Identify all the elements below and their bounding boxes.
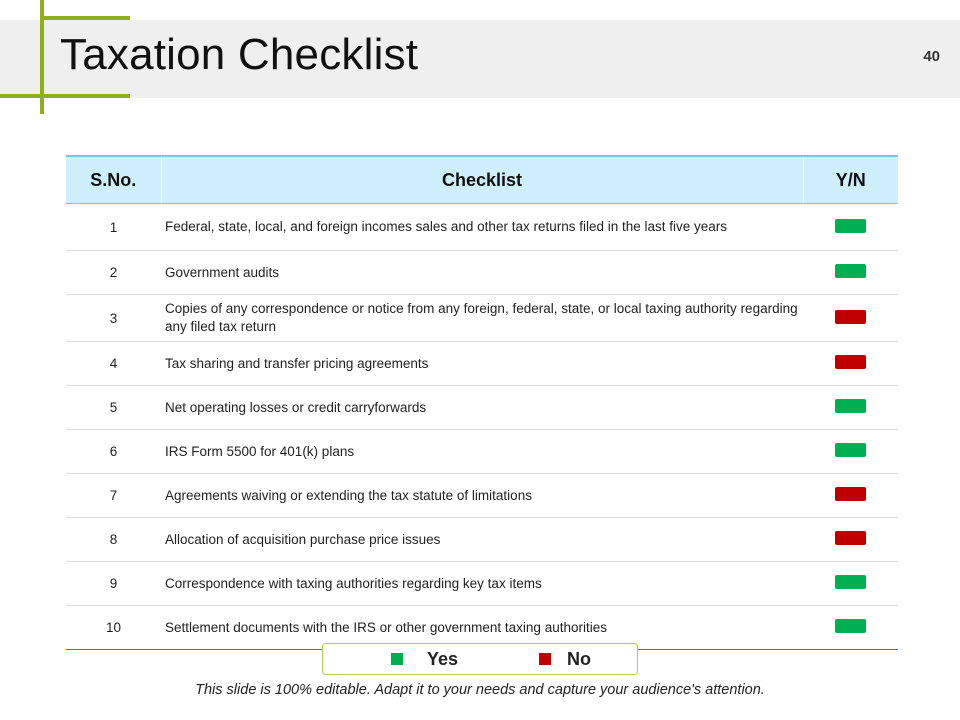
- row-sno: 2: [66, 251, 161, 295]
- status-yes-indicator: [835, 575, 866, 589]
- row-checklist-item: Allocation of acquisition purchase price issues: [161, 518, 803, 562]
- legend-yes-swatch: [391, 653, 403, 665]
- row-status-cell: [803, 295, 898, 342]
- page-number: 40: [923, 48, 940, 65]
- table-row: [66, 474, 898, 518]
- row-checklist-item: Copies of any correspondence or notice from any foreign, federal, state, or local taxing authority regarding any filed tax return: [161, 295, 803, 342]
- accent-line-top: [40, 16, 130, 20]
- table-row: [66, 386, 898, 430]
- page-title: Taxation Checklist: [60, 30, 419, 79]
- row-checklist-item: Federal, state, local, and foreign incomes sales and other tax returns filed in the last five years: [161, 204, 803, 251]
- table-row: [66, 430, 898, 474]
- row-sno: 10: [66, 606, 161, 650]
- legend: [322, 643, 638, 675]
- status-yes-indicator: [835, 264, 866, 278]
- legend-no-swatch: [539, 653, 551, 665]
- row-checklist-item: Net operating losses or credit carryforwards: [161, 386, 803, 430]
- status-no-indicator: [835, 487, 866, 501]
- row-status-cell: [803, 251, 898, 295]
- status-yes-indicator: [835, 219, 866, 233]
- row-checklist-item: Agreements waiving or extending the tax statute of limitations: [161, 474, 803, 518]
- header-yn: Y/N: [803, 156, 898, 204]
- status-yes-indicator: [835, 399, 866, 413]
- row-sno: 6: [66, 430, 161, 474]
- row-checklist-item: Settlement documents with the IRS or other government taxing authorities: [161, 606, 803, 650]
- row-checklist-item: IRS Form 5500 for 401(k) plans: [161, 430, 803, 474]
- row-sno: 8: [66, 518, 161, 562]
- table-row: [66, 342, 898, 386]
- footer-note: This slide is 100% editable. Adapt it to your needs and capture your audience's attention.: [195, 682, 765, 698]
- row-status-cell: [803, 342, 898, 386]
- row-sno: 7: [66, 474, 161, 518]
- legend-no-label: No: [567, 649, 591, 669]
- accent-line-horizontal: [0, 94, 130, 98]
- legend-yes-label: Yes: [427, 649, 459, 669]
- row-checklist-item: Correspondence with taxing authorities regarding key tax items: [161, 562, 803, 606]
- row-status-cell: [803, 562, 898, 606]
- status-yes-indicator: [835, 619, 866, 633]
- row-status-cell: [803, 606, 898, 650]
- checklist-table: [66, 155, 898, 650]
- row-status-cell: [803, 474, 898, 518]
- status-no-indicator: [835, 355, 866, 369]
- row-sno: 9: [66, 562, 161, 606]
- row-sno: 1: [66, 204, 161, 251]
- table-row: [66, 295, 898, 342]
- table-row: [66, 562, 898, 606]
- status-no-indicator: [835, 310, 866, 324]
- row-status-cell: [803, 204, 898, 251]
- row-checklist-item: Government audits: [161, 251, 803, 295]
- row-status-cell: [803, 386, 898, 430]
- row-sno: 3: [66, 295, 161, 342]
- header-checklist: Checklist: [161, 156, 803, 204]
- row-status-cell: [803, 518, 898, 562]
- row-sno: 5: [66, 386, 161, 430]
- status-no-indicator: [835, 531, 866, 545]
- table-row: [66, 518, 898, 562]
- row-status-cell: [803, 430, 898, 474]
- table-header-row: [66, 156, 898, 204]
- row-checklist-item: Tax sharing and transfer pricing agreements: [161, 342, 803, 386]
- table-row: [66, 251, 898, 295]
- status-yes-indicator: [835, 443, 866, 457]
- row-sno: 4: [66, 342, 161, 386]
- header-sno: S.No.: [66, 156, 161, 204]
- table-row: [66, 204, 898, 251]
